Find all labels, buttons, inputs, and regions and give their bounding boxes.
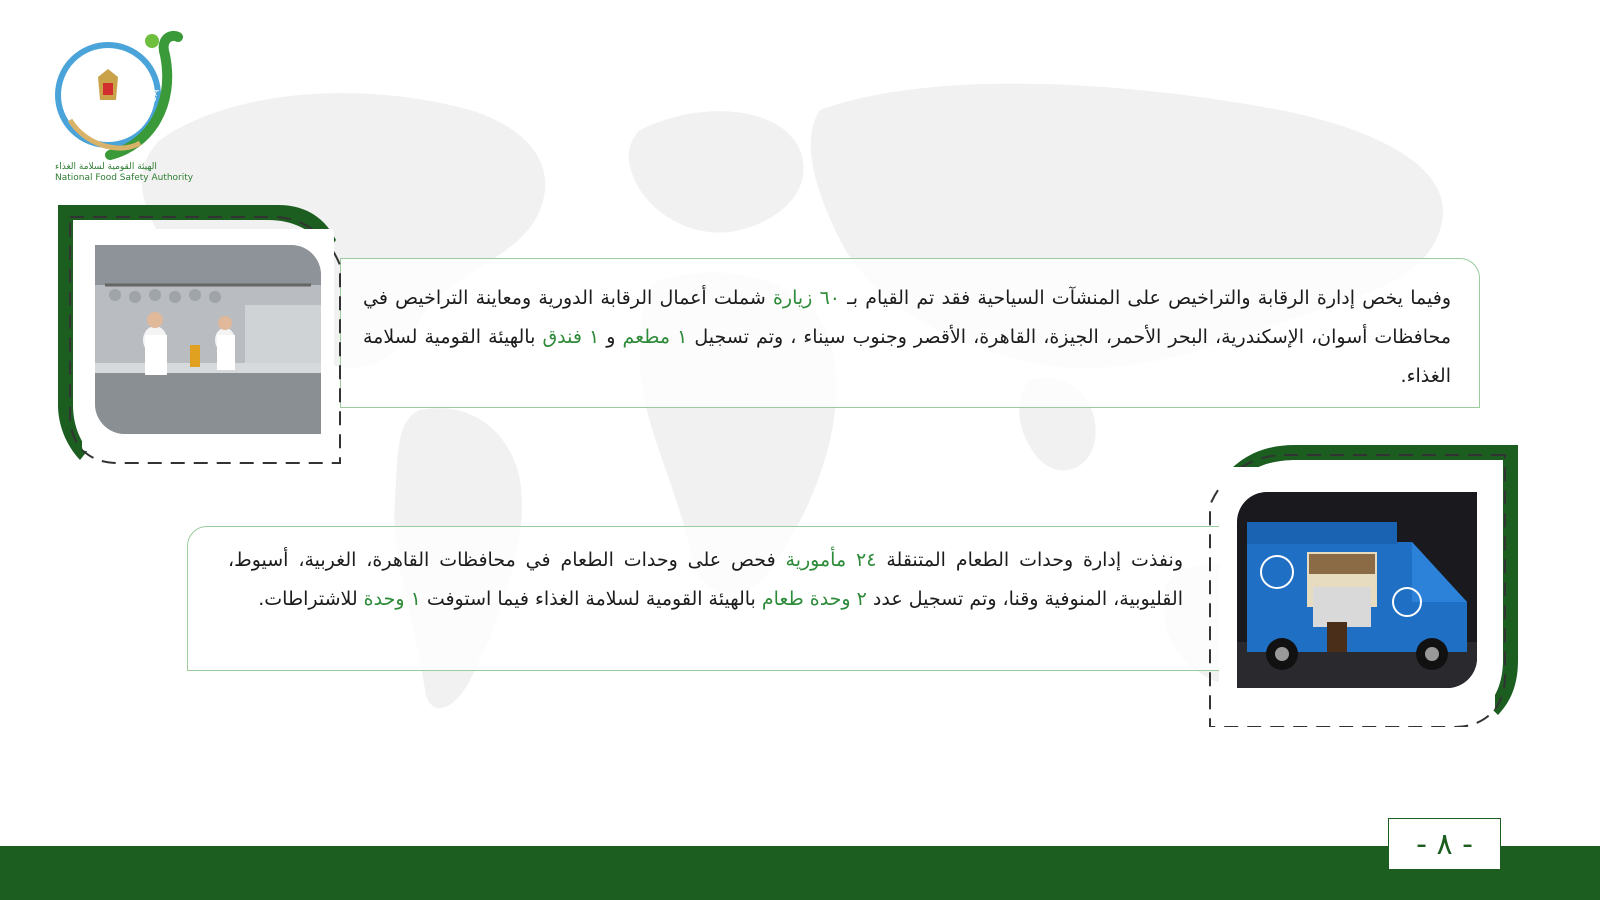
highlighted-figure: ١ مطعم (622, 326, 688, 348)
mobile-food-units-text-box (187, 526, 1227, 671)
paragraph-text: شملت أعمال الرقابة الدورية ومعاينة التراخيص في محافظات أسوان، الإسكندرية، البحر الأحمر، الجيزة، القاهرة، الأقصر وجنوب سيناء ، وتم تسجيل (363, 287, 1451, 348)
org-name-arabic: الهيئة القومية لسلامة الغذاء (55, 162, 157, 172)
paragraph-text: بالهيئة القومية لسلامة الغذاء. (363, 326, 1451, 387)
kitchen-photo (95, 245, 321, 434)
svg-text:NFSA: NFSA (142, 87, 162, 117)
mobile-food-units-paragraph (228, 541, 1183, 619)
paragraph-text: و (599, 326, 623, 348)
paragraph-text: فحص على وحدات الطعام في محافظات القاهرة، الغربية، أسيوط، القليوبية، المنوفية وقنا، وتم تسجيل عدد (228, 549, 1183, 610)
paragraph-text: بالهيئة القومية لسلامة الغذاء فيما استوفت (420, 588, 762, 610)
highlighted-figure: ٢٤ مأمورية (785, 549, 877, 571)
tourism-licensing-text-box (340, 258, 1480, 408)
highlighted-figure: ١ فندق (542, 326, 600, 348)
footer-bar (0, 846, 1600, 900)
paragraph-text: ونفذت إدارة وحدات الطعام المتنقلة (876, 549, 1183, 571)
food-truck-photo (1237, 492, 1477, 688)
paragraph-text: للاشتراطات. (258, 588, 364, 610)
org-name-english: National Food Safety Authority (55, 173, 194, 183)
paragraph-text: وفيما يخص إدارة الرقابة والتراخيص على المنشآت السياحية فقد تم القيام بـ (839, 287, 1452, 309)
highlighted-figure: ٢ وحدة طعام (761, 588, 867, 610)
kitchen-photo-frame (58, 205, 350, 468)
tourism-licensing-paragraph (363, 279, 1451, 396)
highlighted-figure: ٦٠ زيارة (772, 287, 840, 309)
food-truck-photo-frame (1205, 445, 1518, 727)
page-number: - ٨ - (1388, 818, 1501, 870)
highlighted-figure: ١ وحدة (363, 588, 421, 610)
nfsa-logo (50, 25, 200, 185)
